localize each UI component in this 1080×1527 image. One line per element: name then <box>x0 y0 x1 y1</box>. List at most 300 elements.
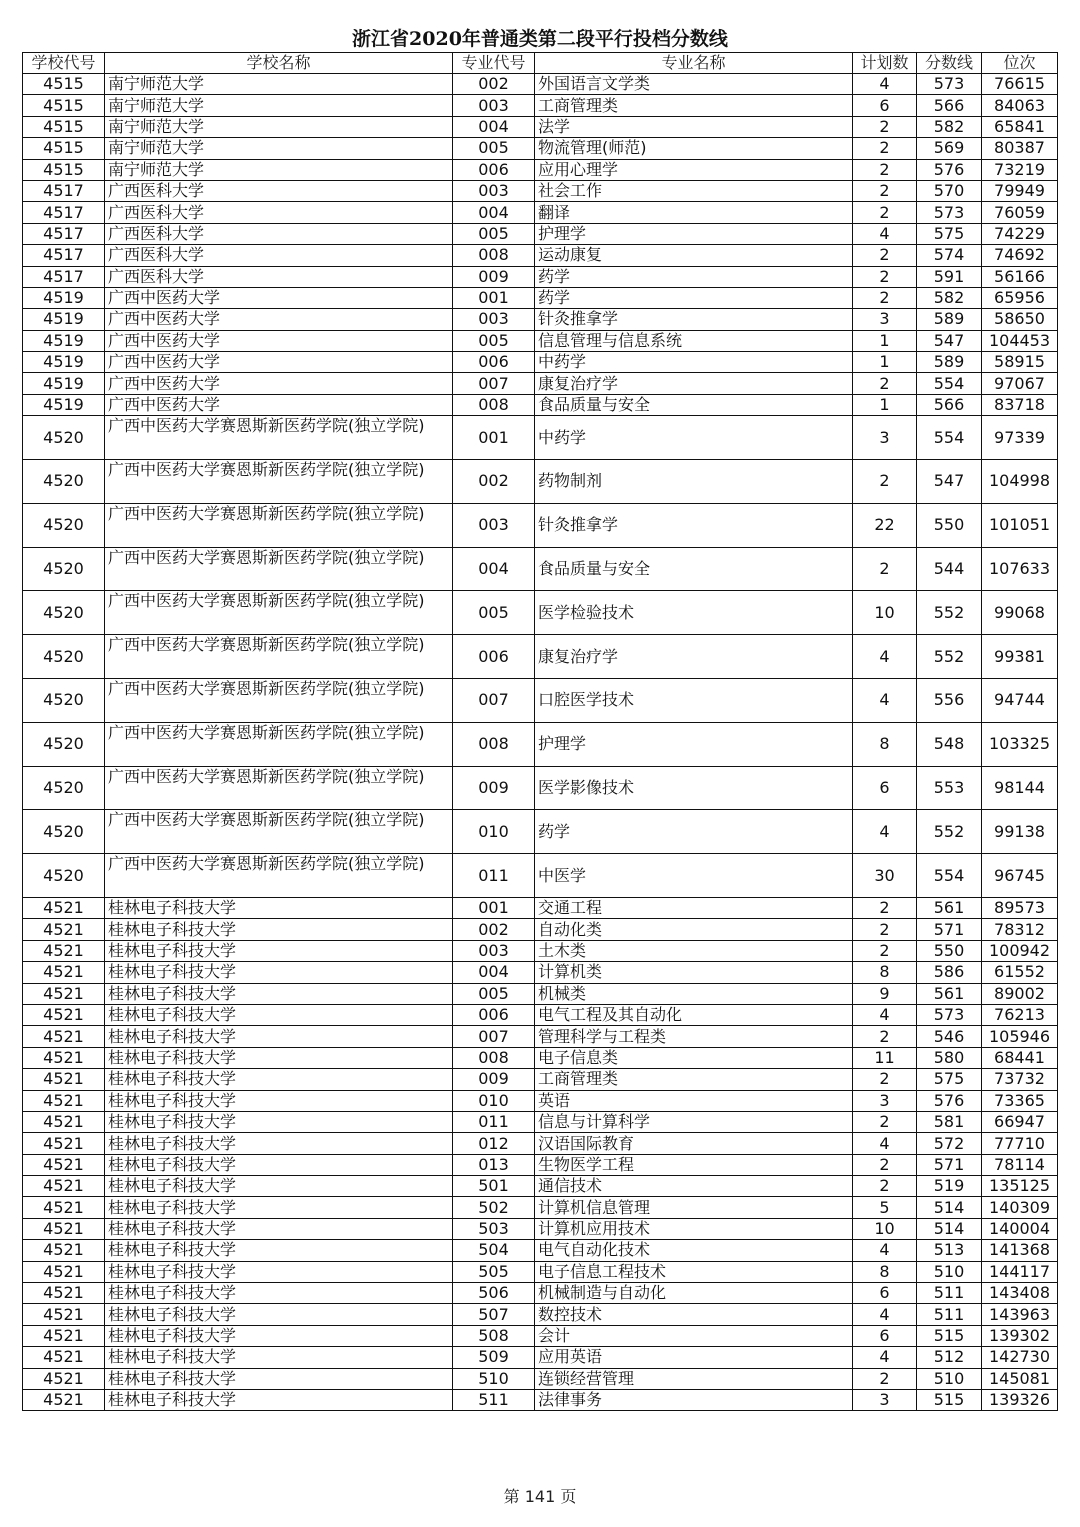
table-row <box>23 352 1058 373</box>
cell-plan-count: 2 <box>853 287 917 308</box>
cell-school-name: 桂林电子科技大学 <box>105 962 453 983</box>
cell-school-name: 桂林电子科技大学 <box>105 1304 453 1325</box>
cell-rank: 100942 <box>982 940 1058 961</box>
cell-score-line: 572 <box>917 1133 982 1154</box>
cell-rank: 142730 <box>982 1347 1058 1368</box>
cell-score-line: 574 <box>917 245 982 266</box>
cell-school-code: 4521 <box>23 898 105 919</box>
cell-major-code: 004 <box>453 962 535 983</box>
cell-school-code: 4520 <box>23 766 105 810</box>
table-row <box>23 854 1058 898</box>
cell-plan-count: 2 <box>853 898 917 919</box>
header-major-code: 专业代号 <box>453 53 535 74</box>
cell-school-name: 广西中医药大学赛恩斯新医药学院(独立学院) <box>105 416 453 460</box>
cell-school-name: 桂林电子科技大学 <box>105 940 453 961</box>
table-row <box>23 962 1058 983</box>
table-row <box>23 547 1058 591</box>
cell-major-code: 004 <box>453 202 535 223</box>
cell-school-name: 桂林电子科技大学 <box>105 1069 453 1090</box>
cell-major-code: 010 <box>453 810 535 854</box>
cell-rank: 79949 <box>982 180 1058 201</box>
cell-major-name: 药学 <box>535 266 853 287</box>
cell-major-code: 005 <box>453 591 535 635</box>
cell-school-name: 广西中医药大学赛恩斯新医药学院(独立学院) <box>105 460 453 504</box>
cell-score-line: 573 <box>917 74 982 95</box>
cell-major-name: 交通工程 <box>535 898 853 919</box>
table-row <box>23 1218 1058 1239</box>
cell-rank: 78114 <box>982 1154 1058 1175</box>
cell-plan-count: 2 <box>853 460 917 504</box>
cell-school-name: 桂林电子科技大学 <box>105 1347 453 1368</box>
cell-plan-count: 2 <box>853 919 917 940</box>
cell-school-name: 广西中医药大学赛恩斯新医药学院(独立学院) <box>105 503 453 547</box>
cell-plan-count: 2 <box>853 940 917 961</box>
cell-school-code: 4515 <box>23 159 105 180</box>
cell-major-code: 005 <box>453 138 535 159</box>
cell-school-name: 广西中医药大学 <box>105 352 453 373</box>
cell-score-line: 514 <box>917 1197 982 1218</box>
cell-school-code: 4521 <box>23 1111 105 1132</box>
cell-school-name: 桂林电子科技大学 <box>105 1240 453 1261</box>
cell-plan-count: 5 <box>853 1197 917 1218</box>
cell-plan-count: 2 <box>853 202 917 223</box>
cell-school-name: 广西中医药大学 <box>105 373 453 394</box>
cell-school-name: 广西医科大学 <box>105 180 453 201</box>
table-row <box>23 460 1058 504</box>
cell-rank: 74692 <box>982 245 1058 266</box>
cell-school-name: 广西中医药大学赛恩斯新医药学院(独立学院) <box>105 547 453 591</box>
cell-school-code: 4517 <box>23 202 105 223</box>
cell-rank: 58915 <box>982 352 1058 373</box>
cell-major-code: 007 <box>453 1026 535 1047</box>
table-row <box>23 1304 1058 1325</box>
cell-school-code: 4521 <box>23 962 105 983</box>
cell-school-name: 桂林电子科技大学 <box>105 1090 453 1111</box>
cell-school-code: 4520 <box>23 810 105 854</box>
table-row <box>23 394 1058 415</box>
cell-major-name: 药学 <box>535 287 853 308</box>
cell-major-code: 002 <box>453 919 535 940</box>
cell-major-name: 针灸推拿学 <box>535 503 853 547</box>
cell-score-line: 580 <box>917 1047 982 1068</box>
table-row <box>23 266 1058 287</box>
table-header-row <box>23 53 1058 74</box>
cell-score-line: 571 <box>917 1154 982 1175</box>
table-row <box>23 1347 1058 1368</box>
header-major-name: 专业名称 <box>535 53 853 74</box>
cell-major-name: 电气工程及其自动化 <box>535 1004 853 1025</box>
cell-plan-count: 3 <box>853 1090 917 1111</box>
cell-rank: 141368 <box>982 1240 1058 1261</box>
cell-school-code: 4520 <box>23 635 105 679</box>
cell-plan-count: 10 <box>853 1218 917 1239</box>
cell-school-code: 4515 <box>23 95 105 116</box>
table-row <box>23 983 1058 1004</box>
cell-school-code: 4520 <box>23 679 105 723</box>
table-row <box>23 1325 1058 1346</box>
cell-rank: 101051 <box>982 503 1058 547</box>
cell-school-name: 广西中医药大学赛恩斯新医药学院(独立学院) <box>105 679 453 723</box>
cell-school-code: 4521 <box>23 1283 105 1304</box>
cell-school-name: 南宁师范大学 <box>105 159 453 180</box>
cell-major-code: 502 <box>453 1197 535 1218</box>
cell-rank: 80387 <box>982 138 1058 159</box>
table-row <box>23 1026 1058 1047</box>
cell-major-code: 002 <box>453 74 535 95</box>
cell-score-line: 548 <box>917 722 982 766</box>
cell-rank: 135125 <box>982 1176 1058 1197</box>
cell-score-line: 566 <box>917 394 982 415</box>
cell-rank: 65956 <box>982 287 1058 308</box>
cell-plan-count: 4 <box>853 74 917 95</box>
cell-plan-count: 6 <box>853 1283 917 1304</box>
table-row <box>23 1154 1058 1175</box>
cell-school-name: 广西中医药大学赛恩斯新医药学院(独立学院) <box>105 591 453 635</box>
cell-rank: 76213 <box>982 1004 1058 1025</box>
table-row <box>23 1261 1058 1282</box>
cell-school-code: 4520 <box>23 416 105 460</box>
cell-score-line: 515 <box>917 1390 982 1411</box>
cell-major-code: 506 <box>453 1283 535 1304</box>
cell-school-name: 桂林电子科技大学 <box>105 983 453 1004</box>
cell-major-code: 008 <box>453 1047 535 1068</box>
cell-score-line: 519 <box>917 1176 982 1197</box>
cell-major-name: 工商管理类 <box>535 95 853 116</box>
cell-rank: 76615 <box>982 74 1058 95</box>
cell-score-line: 547 <box>917 460 982 504</box>
cell-major-code: 004 <box>453 116 535 137</box>
cell-school-code: 4517 <box>23 180 105 201</box>
header-school-name: 学校名称 <box>105 53 453 74</box>
page-title: 浙江省2020年普通类第二段平行投档分数线 <box>352 28 728 50</box>
cell-major-name: 中药学 <box>535 416 853 460</box>
cell-major-name: 管理科学与工程类 <box>535 1026 853 1047</box>
cell-plan-count: 4 <box>853 1240 917 1261</box>
cell-plan-count: 2 <box>853 373 917 394</box>
cell-rank: 61552 <box>982 962 1058 983</box>
cell-school-code: 4515 <box>23 74 105 95</box>
cell-major-name: 护理学 <box>535 223 853 244</box>
cell-score-line: 561 <box>917 898 982 919</box>
cell-school-code: 4521 <box>23 1197 105 1218</box>
cell-score-line: 512 <box>917 1347 982 1368</box>
cell-plan-count: 3 <box>853 1390 917 1411</box>
cell-school-code: 4521 <box>23 1133 105 1154</box>
cell-rank: 104998 <box>982 460 1058 504</box>
cell-rank: 74229 <box>982 223 1058 244</box>
cell-plan-count: 6 <box>853 95 917 116</box>
cell-rank: 77710 <box>982 1133 1058 1154</box>
cell-rank: 98144 <box>982 766 1058 810</box>
cell-major-code: 003 <box>453 95 535 116</box>
cell-score-line: 552 <box>917 810 982 854</box>
cell-major-name: 计算机类 <box>535 962 853 983</box>
cell-major-code: 503 <box>453 1218 535 1239</box>
table-row <box>23 287 1058 308</box>
cell-rank: 89002 <box>982 983 1058 1004</box>
cell-major-name: 机械制造与自动化 <box>535 1283 853 1304</box>
header-plan-count: 计划数 <box>853 53 917 74</box>
cell-school-name: 广西医科大学 <box>105 223 453 244</box>
cell-plan-count: 4 <box>853 810 917 854</box>
cell-school-code: 4521 <box>23 1261 105 1282</box>
cell-major-code: 003 <box>453 180 535 201</box>
cell-plan-count: 2 <box>853 547 917 591</box>
cell-school-code: 4517 <box>23 266 105 287</box>
cell-major-code: 011 <box>453 854 535 898</box>
cell-score-line: 561 <box>917 983 982 1004</box>
table-row <box>23 898 1058 919</box>
cell-school-name: 桂林电子科技大学 <box>105 1154 453 1175</box>
cell-plan-count: 1 <box>853 394 917 415</box>
cell-score-line: 510 <box>917 1368 982 1389</box>
cell-plan-count: 4 <box>853 1133 917 1154</box>
table-row <box>23 679 1058 723</box>
cell-major-name: 外国语言文学类 <box>535 74 853 95</box>
table-row <box>23 1197 1058 1218</box>
cell-school-name: 桂林电子科技大学 <box>105 919 453 940</box>
cell-rank: 140004 <box>982 1218 1058 1239</box>
cell-school-code: 4521 <box>23 1026 105 1047</box>
table-body <box>23 74 1058 1411</box>
table-row <box>23 202 1058 223</box>
cell-school-name: 广西中医药大学 <box>105 330 453 351</box>
cell-score-line: 556 <box>917 679 982 723</box>
cell-major-code: 009 <box>453 266 535 287</box>
cell-major-code: 007 <box>453 373 535 394</box>
cell-plan-count: 4 <box>853 1004 917 1025</box>
cell-school-name: 桂林电子科技大学 <box>105 1176 453 1197</box>
cell-major-name: 生物医学工程 <box>535 1154 853 1175</box>
cell-school-name: 广西医科大学 <box>105 245 453 266</box>
cell-school-code: 4521 <box>23 1069 105 1090</box>
cell-plan-count: 4 <box>853 1304 917 1325</box>
cell-major-name: 法学 <box>535 116 853 137</box>
cell-score-line: 554 <box>917 373 982 394</box>
cell-school-name: 广西中医药大学赛恩斯新医药学院(独立学院) <box>105 810 453 854</box>
cell-major-code: 509 <box>453 1347 535 1368</box>
cell-plan-count: 4 <box>853 679 917 723</box>
cell-school-code: 4521 <box>23 983 105 1004</box>
cell-score-line: 571 <box>917 919 982 940</box>
cell-score-line: 513 <box>917 1240 982 1261</box>
cell-major-code: 009 <box>453 1069 535 1090</box>
cell-score-line: 589 <box>917 352 982 373</box>
table-row <box>23 591 1058 635</box>
cell-major-code: 010 <box>453 1090 535 1111</box>
table-row <box>23 1069 1058 1090</box>
table-row <box>23 766 1058 810</box>
cell-major-name: 物流管理(师范) <box>535 138 853 159</box>
cell-rank: 73732 <box>982 1069 1058 1090</box>
cell-school-name: 桂林电子科技大学 <box>105 1197 453 1218</box>
cell-plan-count: 2 <box>853 1111 917 1132</box>
cell-plan-count: 8 <box>853 962 917 983</box>
cell-school-name: 广西中医药大学赛恩斯新医药学院(独立学院) <box>105 635 453 679</box>
cell-school-name: 广西中医药大学 <box>105 394 453 415</box>
cell-major-name: 自动化类 <box>535 919 853 940</box>
cell-major-name: 康复治疗学 <box>535 373 853 394</box>
cell-major-name: 计算机信息管理 <box>535 1197 853 1218</box>
cell-major-code: 001 <box>453 287 535 308</box>
cell-major-code: 006 <box>453 1004 535 1025</box>
table-row <box>23 1283 1058 1304</box>
cell-plan-count: 11 <box>853 1047 917 1068</box>
cell-major-name: 康复治疗学 <box>535 635 853 679</box>
cell-major-name: 通信技术 <box>535 1176 853 1197</box>
header-school-code: 学校代号 <box>23 53 105 74</box>
cell-major-code: 001 <box>453 416 535 460</box>
cell-school-code: 4521 <box>23 1004 105 1025</box>
cell-school-code: 4521 <box>23 1176 105 1197</box>
table-row <box>23 309 1058 330</box>
table-row <box>23 810 1058 854</box>
cell-major-code: 005 <box>453 223 535 244</box>
cell-school-code: 4520 <box>23 547 105 591</box>
cell-school-name: 桂林电子科技大学 <box>105 1325 453 1346</box>
cell-plan-count: 6 <box>853 1325 917 1346</box>
cell-school-code: 4520 <box>23 722 105 766</box>
cell-major-name: 药学 <box>535 810 853 854</box>
cell-plan-count: 8 <box>853 722 917 766</box>
cell-school-name: 桂林电子科技大学 <box>105 1111 453 1132</box>
cell-score-line: 573 <box>917 202 982 223</box>
table-row <box>23 180 1058 201</box>
cell-major-name: 信息管理与信息系统 <box>535 330 853 351</box>
cell-rank: 97067 <box>982 373 1058 394</box>
cell-school-code: 4521 <box>23 1218 105 1239</box>
cell-major-code: 003 <box>453 309 535 330</box>
cell-rank: 76059 <box>982 202 1058 223</box>
cell-school-name: 广西中医药大学赛恩斯新医药学院(独立学院) <box>105 766 453 810</box>
cell-plan-count: 3 <box>853 309 917 330</box>
cell-school-name: 桂林电子科技大学 <box>105 1004 453 1025</box>
cell-major-code: 003 <box>453 940 535 961</box>
cell-major-code: 508 <box>453 1325 535 1346</box>
cell-major-code: 510 <box>453 1368 535 1389</box>
cell-major-code: 008 <box>453 245 535 266</box>
cell-school-name: 桂林电子科技大学 <box>105 898 453 919</box>
table-row <box>23 1111 1058 1132</box>
cell-rank: 139326 <box>982 1390 1058 1411</box>
cell-rank: 83718 <box>982 394 1058 415</box>
table-row <box>23 416 1058 460</box>
cell-school-name: 南宁师范大学 <box>105 95 453 116</box>
cell-score-line: 575 <box>917 223 982 244</box>
cell-score-line: 511 <box>917 1304 982 1325</box>
cell-major-name: 医学检验技术 <box>535 591 853 635</box>
header-rank: 位次 <box>982 53 1058 74</box>
cell-major-name: 应用英语 <box>535 1347 853 1368</box>
cell-school-code: 4517 <box>23 245 105 266</box>
cell-score-line: 566 <box>917 95 982 116</box>
cell-rank: 144117 <box>982 1261 1058 1282</box>
cell-school-code: 4519 <box>23 352 105 373</box>
cell-score-line: 569 <box>917 138 982 159</box>
cell-rank: 73365 <box>982 1090 1058 1111</box>
cell-rank: 73219 <box>982 159 1058 180</box>
cell-rank: 56166 <box>982 266 1058 287</box>
cell-major-name: 社会工作 <box>535 180 853 201</box>
cell-major-name: 计算机应用技术 <box>535 1218 853 1239</box>
cell-school-code: 4515 <box>23 138 105 159</box>
cell-score-line: 575 <box>917 1069 982 1090</box>
cell-school-code: 4515 <box>23 116 105 137</box>
cell-score-line: 570 <box>917 180 982 201</box>
cell-major-name: 信息与计算科学 <box>535 1111 853 1132</box>
cell-plan-count: 2 <box>853 1368 917 1389</box>
cell-school-name: 广西医科大学 <box>105 202 453 223</box>
cell-major-code: 005 <box>453 330 535 351</box>
cell-major-name: 英语 <box>535 1090 853 1111</box>
cell-major-name: 食品质量与安全 <box>535 547 853 591</box>
cell-major-name: 运动康复 <box>535 245 853 266</box>
cell-rank: 99068 <box>982 591 1058 635</box>
cell-score-line: 591 <box>917 266 982 287</box>
cell-score-line: 589 <box>917 309 982 330</box>
cell-major-code: 012 <box>453 1133 535 1154</box>
cell-school-code: 4519 <box>23 309 105 330</box>
cell-school-code: 4521 <box>23 919 105 940</box>
cell-major-code: 002 <box>453 460 535 504</box>
cell-school-name: 广西中医药大学赛恩斯新医药学院(独立学院) <box>105 854 453 898</box>
cell-plan-count: 2 <box>853 1176 917 1197</box>
cell-major-code: 008 <box>453 394 535 415</box>
cell-score-line: 510 <box>917 1261 982 1282</box>
cell-major-name: 中药学 <box>535 352 853 373</box>
cell-major-name: 应用心理学 <box>535 159 853 180</box>
cell-major-name: 连锁经营管理 <box>535 1368 853 1389</box>
cell-score-line: 550 <box>917 503 982 547</box>
cell-major-code: 005 <box>453 983 535 1004</box>
header-score-line: 分数线 <box>917 53 982 74</box>
cell-rank: 84063 <box>982 95 1058 116</box>
table-row <box>23 245 1058 266</box>
cell-rank: 145081 <box>982 1368 1058 1389</box>
cell-rank: 139302 <box>982 1325 1058 1346</box>
cell-score-line: 550 <box>917 940 982 961</box>
cell-major-code: 011 <box>453 1111 535 1132</box>
cell-rank: 143963 <box>982 1304 1058 1325</box>
table-row <box>23 940 1058 961</box>
cell-major-code: 006 <box>453 635 535 679</box>
cell-school-code: 4520 <box>23 591 105 635</box>
cell-rank: 107633 <box>982 547 1058 591</box>
cell-major-name: 数控技术 <box>535 1304 853 1325</box>
cell-plan-count: 2 <box>853 1069 917 1090</box>
cell-school-name: 广西中医药大学赛恩斯新医药学院(独立学院) <box>105 722 453 766</box>
cell-plan-count: 2 <box>853 159 917 180</box>
cell-plan-count: 6 <box>853 766 917 810</box>
cell-rank: 103325 <box>982 722 1058 766</box>
cell-major-code: 507 <box>453 1304 535 1325</box>
cell-plan-count: 2 <box>853 180 917 201</box>
cell-school-name: 桂林电子科技大学 <box>105 1261 453 1282</box>
cell-school-name: 桂林电子科技大学 <box>105 1368 453 1389</box>
cell-rank: 58650 <box>982 309 1058 330</box>
cell-plan-count: 4 <box>853 635 917 679</box>
cell-major-name: 电子信息类 <box>535 1047 853 1068</box>
cell-school-code: 4521 <box>23 1347 105 1368</box>
cell-score-line: 544 <box>917 547 982 591</box>
cell-school-name: 桂林电子科技大学 <box>105 1133 453 1154</box>
cell-plan-count: 22 <box>853 503 917 547</box>
cell-score-line: 552 <box>917 635 982 679</box>
cell-score-line: 554 <box>917 854 982 898</box>
cell-school-code: 4521 <box>23 1154 105 1175</box>
cell-major-name: 中医学 <box>535 854 853 898</box>
cell-rank: 78312 <box>982 919 1058 940</box>
